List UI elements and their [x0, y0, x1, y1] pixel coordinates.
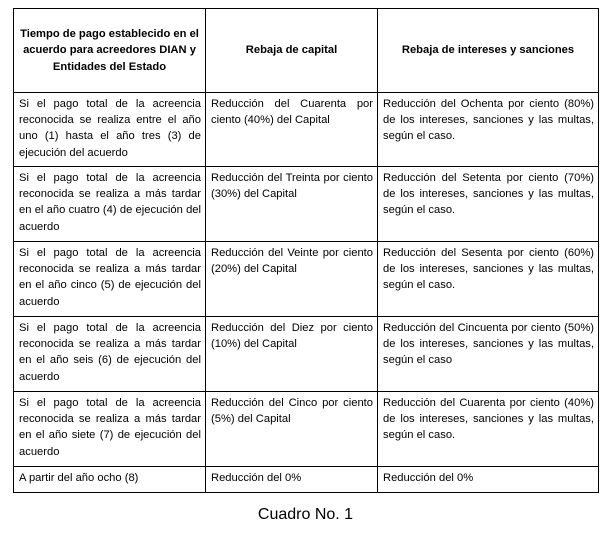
- header-interest-reduction: Rebaja de intereses y sanciones: [378, 9, 599, 93]
- table-header-row: [14, 9, 599, 93]
- cell-interest-reduction: Reducción del Cuarenta por ciento (40%) de los intereses, sanciones y las multas, según el caso.: [378, 392, 599, 467]
- cell-capital-reduction: Reducción del Cuarenta por ciento (40%) del Capital: [206, 93, 378, 167]
- table-caption: Cuadro No. 1: [257, 506, 354, 523]
- cell-payment-time: Si el pago total de la acreencia reconocida se realiza entre el año uno (1) hasta el año tres (3) de ejecución del acuerdo: [14, 93, 206, 167]
- table-row: [14, 242, 599, 317]
- cell-capital-reduction: Reducción del 0%: [206, 467, 378, 493]
- cell-interest-reduction: Reducción del 0%: [378, 467, 599, 493]
- cell-capital-reduction: Reducción del Cinco por ciento (5%) del Capital: [206, 392, 378, 467]
- table-row: [14, 93, 599, 167]
- table-row: [14, 392, 599, 467]
- table-row: [14, 467, 599, 493]
- cell-capital-reduction: Reducción del Veinte por ciento (20%) del Capital: [206, 242, 378, 317]
- cell-payment-time: A partir del año ocho (8): [14, 467, 206, 493]
- cell-interest-reduction: Reducción del Sesenta por ciento (60%) de los intereses, sanciones y las multas, según el caso.: [378, 242, 599, 317]
- cell-payment-time: Si el pago total de la acreencia reconocida se realiza a más tardar en el año cuatro (4) de ejecución del acuerdo: [14, 167, 206, 242]
- cell-payment-time: Si el pago total de la acreencia reconocida se realiza a más tardar en el año seis (6) de ejecución del acuerdo: [14, 317, 206, 392]
- table-row: [14, 167, 599, 242]
- cell-interest-reduction: Reducción del Cincuenta por ciento (50%) de los intereses, sanciones y las multas, según el caso: [378, 317, 599, 392]
- header-capital-reduction: Rebaja de capital: [206, 9, 378, 93]
- cell-interest-reduction: Reducción del Setenta por ciento (70%) de los intereses, sanciones y las multas, según el caso.: [378, 167, 599, 242]
- reduction-table: [13, 8, 599, 493]
- cell-interest-reduction: Reducción del Ochenta por ciento (80%) de los intereses, sanciones y las multas, según el caso.: [378, 93, 599, 167]
- cell-capital-reduction: Reducción del Diez por ciento (10%) del Capital: [206, 317, 378, 392]
- table-row: [14, 317, 599, 392]
- cell-payment-time: Si el pago total de la acreencia reconocida se realiza a más tardar en el año siete (7) de ejecución del acuerdo: [14, 392, 206, 467]
- cell-capital-reduction: Reducción del Treinta por ciento (30%) del Capital: [206, 167, 378, 242]
- cell-payment-time: Si el pago total de la acreencia reconocida se realiza a más tardar en el año cinco (5) de ejecución del acuerdo: [14, 242, 206, 317]
- header-payment-time: Tiempo de pago establecido en el acuerdo para acreedores DIAN y Entidades del Estado: [14, 9, 206, 93]
